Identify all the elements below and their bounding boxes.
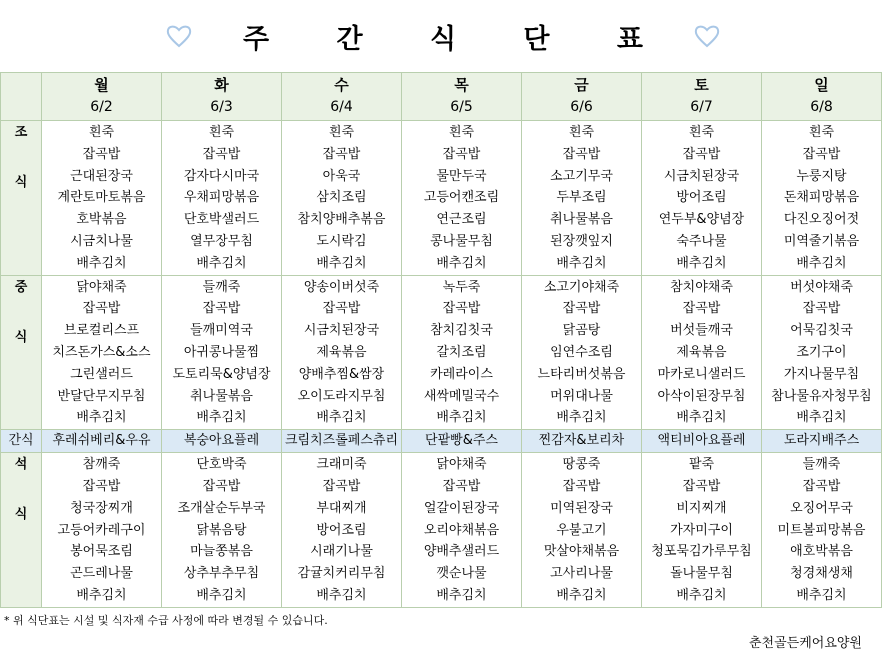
menu-item: 흰죽 [88,125,115,140]
menu-item: 잡곡밥 [322,301,361,317]
menu-item: 누룽지탕 [796,168,847,184]
menu-item: 배추김치 [316,255,367,271]
dinner-cell [162,453,282,608]
page-title: 주 간 식 단 표 [242,23,672,55]
menu-item: 고사리나물 [550,566,613,582]
menu-item: 닭곰탕 [562,323,601,339]
menu-item: 배추김치 [796,587,847,603]
menu-item: 잡곡밥 [562,301,601,317]
menu-item: 방어조림 [316,522,367,538]
menu-item: 시금치나물 [70,233,133,249]
menu-item: 부대찌개 [316,500,367,516]
menu-item: 고등어카레구이 [57,522,146,538]
menu-item: 계란토마토볶음 [57,190,146,206]
menu-item: 소고기무국 [550,168,613,184]
menu-item: 미트볼피망볶음 [777,522,866,538]
menu-item: 들깨죽 [202,279,241,295]
menu-item: 얼갈이된장국 [423,500,500,516]
lunch-cell [282,275,402,430]
menu-item: 머위대나물 [550,388,613,404]
menu-item: 오이도라지무침 [297,388,386,404]
menu-item: 버섯들깨국 [670,323,733,339]
heart-outline-icon [166,23,192,49]
day-date: 6/5 [450,99,473,115]
menu-item: 아귀콩나물찜 [183,344,260,360]
menu-item: 배추김치 [76,587,127,603]
menu-item: 배추김치 [676,255,727,271]
menu-item: 곤드레나물 [70,566,133,582]
menu-item: 열무장무침 [190,233,253,249]
menu-item: 시금치된장국 [303,323,380,339]
menu-item: 흰죽 [328,125,355,140]
day-header-row [1,73,882,121]
menu-item: 된장깻잎지 [550,233,613,249]
snack-cell: 복숭아요플레 [162,430,282,453]
menu-item: 배추김치 [796,410,847,426]
menu-item: 양배추샐러드 [423,544,500,560]
day-date: 6/3 [210,99,233,115]
menu-item: 연근조림 [436,212,487,228]
menu-item: 닭볶음탕 [196,522,247,538]
menu-item: 배추김치 [556,587,607,603]
menu-item: 배추김치 [316,410,367,426]
menu-item: 조기구이 [796,344,847,360]
menu-item: 취나물볶음 [550,212,613,228]
menu-item: 배추김치 [556,255,607,271]
menu-item: 잡곡밥 [802,478,841,494]
menu-item: 배추김치 [196,410,247,426]
menu-item: 콩나물무침 [430,233,493,249]
menu-item: 도토리묵&양념장 [172,366,271,382]
snack-cell: 찐감자&보리차 [522,430,642,453]
day-date: 6/4 [330,99,353,115]
menu-item: 잡곡밥 [682,301,721,317]
menu-item: 잡곡밥 [442,146,481,162]
menu-item: 배추김치 [676,587,727,603]
menu-item: 미역줄기볶음 [783,233,860,249]
day-date: 6/2 [90,99,113,115]
menu-item: 양배추찜&쌈장 [298,366,385,382]
menu-item: 소고기야채죽 [543,279,620,295]
meal-label-char: 중 [14,279,28,295]
lunch-cell [642,275,762,430]
menu-item: 돌나물무침 [670,566,733,582]
snack-cell: 도라지배주스 [762,430,882,453]
menu-item: 시금치된장국 [663,168,740,184]
menu-item: 잡곡밥 [202,146,241,162]
day-name: 월 [94,76,109,94]
menu-item: 청경채생채 [790,566,853,582]
meal-label-char: 식 [14,507,28,523]
weekly-menu-table [0,72,882,608]
menu-item: 잡곡밥 [322,478,361,494]
breakfast-cell [642,121,762,276]
lunch-cell [762,275,882,430]
heart-outline-icon [694,23,720,49]
menu-item: 크래미죽 [316,457,367,473]
menu-item: 흰죽 [568,125,595,140]
lunch-cell [42,275,162,430]
menu-item: 참치야채죽 [670,279,733,295]
menu-item: 감귤치커리무침 [297,566,386,582]
menu-item: 아욱국 [322,168,361,184]
menu-item: 반달단무지무침 [57,388,146,404]
snack-cell: 단팥빵&주스 [402,430,522,453]
menu-item: 배추김치 [676,410,727,426]
menu-item: 잡곡밥 [322,146,361,162]
menu-item: 마늘쫑볶음 [190,544,253,560]
dinner-label [1,453,42,608]
menu-item: 다진오징어젓 [783,212,860,228]
day-name: 목 [454,76,469,94]
menu-item: 숙주나물 [676,233,727,249]
day-header-sun [762,73,882,121]
dinner-cell [42,453,162,608]
menu-item: 우채피망볶음 [183,190,260,206]
menu-item: 잡곡밥 [202,301,241,317]
day-date: 6/8 [810,99,833,115]
menu-item: 비지찌개 [676,500,727,516]
menu-item: 치즈돈가스&소스 [52,344,151,360]
menu-item: 카레라이스 [430,366,493,382]
menu-item: 배추김치 [76,255,127,271]
menu-item: 잡곡밥 [682,146,721,162]
day-date: 6/7 [690,99,713,115]
menu-item: 잡곡밥 [442,478,481,494]
menu-item: 마카로니샐러드 [657,366,746,382]
menu-item: 버섯야채죽 [790,279,853,295]
menu-item: 오리야채볶음 [423,522,500,538]
menu-item: 아삭이된장무침 [657,388,746,404]
menu-item: 제육볶음 [676,344,727,360]
menu-item: 단호박샐러드 [183,212,260,228]
menu-item: 참치양배추볶음 [297,212,386,228]
menu-item: 닭야채죽 [76,279,127,295]
menu-item: 잡곡밥 [82,478,121,494]
menu-item: 녹두죽 [442,279,481,295]
menu-item: 잡곡밥 [82,301,121,317]
dinner-cell [642,453,762,608]
menu-item: 가지나물무침 [783,366,860,382]
menu-item: 조개살순두부국 [177,500,266,516]
lunch-cell [402,275,522,430]
menu-item: 청포묵김가루무침 [651,544,752,560]
menu-item: 잡곡밥 [562,478,601,494]
dinner-row [1,453,882,608]
menu-item: 도시락김 [316,233,367,249]
title-bar [0,14,886,58]
day-name: 토 [694,76,709,94]
day-header-mon [42,73,162,121]
breakfast-cell [282,121,402,276]
snack-cell: 크림치즈롤페스츄리 [282,430,402,453]
breakfast-row [1,121,882,276]
snack-cell: 후레쉬베리&우유 [42,430,162,453]
menu-item: 참치김칫국 [430,323,493,339]
menu-item: 배추김치 [556,410,607,426]
dinner-cell [282,453,402,608]
menu-item: 잡곡밥 [442,301,481,317]
menu-item: 배추김치 [196,587,247,603]
menu-item: 배추김치 [196,255,247,271]
menu-item: 닭야채죽 [436,457,487,473]
menu-item: 잡곡밥 [82,146,121,162]
menu-item: 어묵김칫국 [790,323,853,339]
dinner-cell [762,453,882,608]
menu-item: 애호박볶음 [790,544,853,560]
lunch-cell [162,275,282,430]
snack-cell: 액티비아요플레 [642,430,762,453]
lunch-row [1,275,882,430]
menu-item: 호박볶음 [76,212,127,228]
dinner-cell [402,453,522,608]
breakfast-cell [162,121,282,276]
menu-item: 잡곡밥 [802,146,841,162]
menu-item: 고등어캔조림 [423,190,500,206]
menu-item: 잡곡밥 [562,146,601,162]
menu-item: 우불고기 [556,522,607,538]
menu-item: 배추김치 [436,587,487,603]
day-name: 화 [214,76,229,94]
menu-item: 삼치조림 [316,190,367,206]
menu-item: 돈채피망볶음 [783,190,860,206]
lunch-label [1,275,42,430]
menu-item: 새싹메밀국수 [423,388,500,404]
day-name: 수 [334,76,349,94]
snack-row [1,430,882,453]
menu-item: 양송이버섯죽 [303,279,380,295]
footnote: * 위 식단표는 시설 및 식자재 수급 사정에 따라 변경될 수 있습니다. [4,614,328,627]
menu-item: 시래기나물 [310,544,373,560]
menu-item: 참깨죽 [82,457,121,473]
menu-item: 들깨미역국 [190,323,253,339]
menu-item: 잡곡밥 [682,478,721,494]
menu-item: 연두부&양념장 [658,212,745,228]
dinner-cell [522,453,642,608]
menu-item: 오징어무국 [790,500,853,516]
breakfast-cell [402,121,522,276]
snack-label: 간식 [1,430,42,453]
menu-item: 흰죽 [688,125,715,140]
menu-item: 그린샐러드 [70,366,133,382]
meal-label-char: 석 [14,457,28,473]
menu-item: 흰죽 [808,125,835,140]
menu-item: 흰죽 [448,125,475,140]
menu-item: 취나물볶음 [190,388,253,404]
menu-item: 감자다시마국 [183,168,260,184]
menu-item: 맛살야채볶음 [543,544,620,560]
menu-item: 배추김치 [436,255,487,271]
day-name: 금 [574,76,589,94]
menu-item: 근대된장국 [70,168,133,184]
menu-item: 방어조림 [676,190,727,206]
menu-item: 들깨죽 [802,457,841,473]
day-name: 일 [814,76,829,94]
menu-item: 청국장찌개 [70,500,133,516]
day-header-thu [402,73,522,121]
menu-item: 갈치조림 [436,344,487,360]
day-header-fri [522,73,642,121]
menu-item: 팥죽 [688,457,715,473]
menu-item: 배추김치 [76,410,127,426]
corner-cell [1,73,42,121]
menu-item: 배추김치 [796,255,847,271]
meal-label-char: 식 [14,175,28,190]
day-header-sat [642,73,762,121]
menu-item: 임연수조림 [550,344,613,360]
facility-name: 춘천골든케어요양원 [748,636,862,651]
breakfast-cell [522,121,642,276]
menu-item: 배추김치 [436,410,487,426]
menu-item: 두부조림 [556,190,607,206]
menu-item: 배추김치 [316,587,367,603]
menu-item: 미역된장국 [550,500,613,516]
breakfast-cell [762,121,882,276]
breakfast-cell [42,121,162,276]
breakfast-label [1,121,42,276]
menu-item: 제육볶음 [316,344,367,360]
menu-item: 가자미구이 [670,522,733,538]
menu-item: 깻순나물 [436,566,487,582]
menu-item: 잡곡밥 [202,478,241,494]
menu-item: 상추부추무침 [183,566,260,582]
lunch-cell [522,275,642,430]
menu-item: 잡곡밥 [802,301,841,317]
menu-item: 물만두국 [436,168,487,184]
meal-label-char: 식 [14,329,28,345]
day-header-tue [162,73,282,121]
meal-label-char: 조 [14,125,28,140]
menu-item: 봉어묵조림 [70,544,133,560]
menu-item: 땅콩죽 [562,457,601,473]
menu-item: 단호박죽 [196,457,247,473]
menu-item: 흰죽 [208,125,235,140]
menu-item: 브로컬리스프 [63,323,140,339]
day-date: 6/6 [570,99,593,115]
menu-item: 참나물유자청무침 [771,388,872,404]
day-header-wed [282,73,402,121]
menu-item: 느타리버섯볶음 [537,366,626,382]
